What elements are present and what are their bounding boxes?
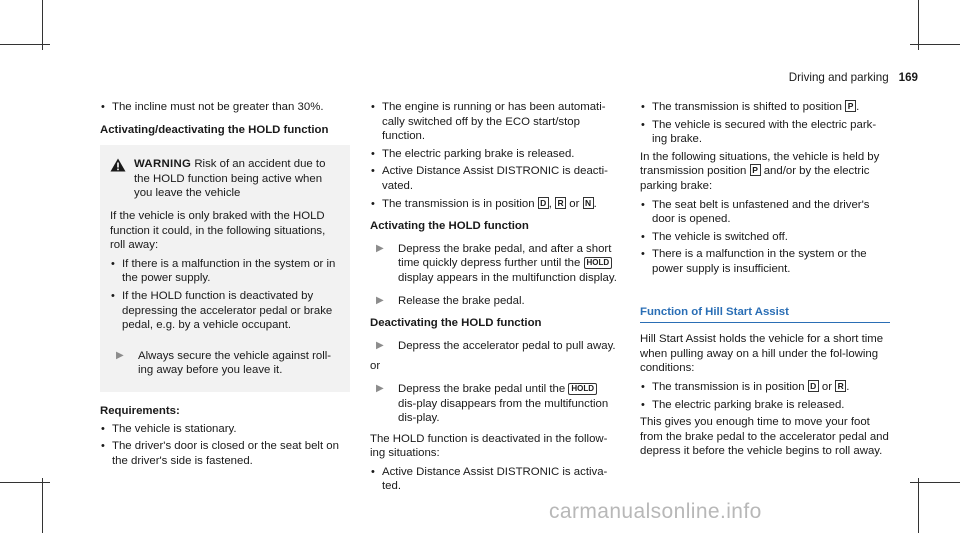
action-step: ▶ Depress the accelerator pedal to pull away.: [370, 339, 618, 354]
list-item: • If the HOLD function is deactivated by depressing the accelerator pedal or brake pedal, e.g. by a vehicle occupant.: [110, 289, 340, 333]
list-item: • The transmission is in position D or R .: [640, 380, 890, 395]
crop-mark: [42, 0, 43, 50]
list-item: • The electric parking brake is released.: [640, 398, 890, 413]
list-item: • The incline must not be greater than 30%.: [100, 100, 350, 115]
column-middle: [370, 100, 618, 497]
watermark: carmanualsonline.info: [549, 500, 762, 523]
gear-n-symbol: N: [583, 197, 594, 209]
arrow-icon: ▶: [376, 339, 384, 351]
arrow-icon: ▶: [376, 242, 384, 254]
column-left: [100, 100, 350, 471]
paragraph: In the following situations, the vehicle is held by transmission position P and/or by the electric parking brake:: [640, 150, 880, 192]
list-item: • The transmission is shifted to position P .: [640, 100, 890, 115]
gear-d-symbol: D: [808, 380, 819, 392]
action-step: ▶ Depress the brake pedal until the HOLD dis-play disappears from the multifunction dis-play.: [370, 382, 618, 426]
list-item: • The transmission is in position D , R or N .: [370, 197, 618, 212]
section-title: Function of Hill Start Assist: [640, 305, 890, 324]
action-step: ▶ Always secure the vehicle against roll-ing away before you leave it.: [110, 349, 340, 378]
or-text: or: [370, 360, 381, 373]
warning-box: [100, 145, 350, 392]
list-item: • The vehicle is secured with the electric park-ing brake.: [640, 118, 890, 147]
section-heading: Activating/deactivating the HOLD function: [100, 123, 329, 136]
page-title: Driving and parking: [788, 71, 889, 84]
list-item: • The driver's door is closed or the seat belt on the driver's side is fastened.: [100, 439, 350, 468]
list-item: • There is a malfunction in the system or the power supply is insufficient.: [640, 247, 890, 276]
list-item: • The vehicle is switched off.: [640, 230, 890, 245]
warning-icon: [110, 158, 126, 172]
warning-text: Risk of an accident due to the HOLD function being active when you leave the vehicle: [134, 158, 326, 200]
crop-mark: [42, 478, 43, 533]
gear-r-symbol: R: [555, 197, 566, 209]
column-right: [640, 100, 890, 463]
crop-mark: [918, 478, 919, 533]
list-item: • The engine is running or has been automati-cally switched off by the ECO start/stop function.: [370, 100, 618, 144]
warning-body: If the vehicle is only braked with the HOLD function it could, in the following situations, roll away:: [110, 209, 326, 252]
paragraph: The HOLD function is deactivated in the follow-ing situations:: [370, 432, 608, 460]
action-step: ▶ Release the brake pedal.: [370, 294, 618, 309]
list-item: • If there is a malfunction in the system or in the power supply.: [110, 257, 340, 286]
gear-p-symbol: P: [845, 100, 856, 112]
list-item: • The vehicle is stationary.: [100, 422, 350, 437]
requirements-heading: Requirements:: [100, 404, 180, 417]
page-header: [789, 71, 918, 86]
page-number: 169: [898, 71, 918, 84]
arrow-icon: ▶: [116, 349, 124, 361]
paragraph: This gives you enough time to move your foot from the brake pedal to the accelerator pedal and depress it before the vehicle begins to roll away.: [640, 416, 889, 458]
deactivating-heading: Deactivating the HOLD function: [370, 317, 542, 330]
action-step: ▶ Depress the brake pedal, and after a short time quickly depress further until the HOLD display appears in the multifunction display.: [370, 242, 618, 286]
list-item: • Active Distance Assist DISTRONIC is activa-ted.: [370, 465, 618, 494]
activating-heading: Activating the HOLD function: [370, 220, 529, 233]
list-item: • The electric parking brake is released.: [370, 147, 618, 162]
gear-p-symbol: P: [750, 164, 761, 176]
arrow-icon: ▶: [376, 382, 384, 394]
hold-key-icon: HOLD: [568, 383, 597, 395]
gear-d-symbol: D: [538, 197, 549, 209]
arrow-icon: ▶: [376, 294, 384, 306]
hold-key-icon: HOLD: [584, 257, 613, 269]
paragraph: Hill Start Assist holds the vehicle for a short time when pulling away on a hill under the fol-lowing conditions:: [640, 333, 884, 375]
crop-mark: [918, 0, 919, 50]
gear-r-symbol: R: [835, 380, 846, 392]
list-item: • The seat belt is unfastened and the driver's door is opened.: [640, 198, 890, 227]
warning-title: WARNING: [134, 158, 192, 171]
list-item: • Active Distance Assist DISTRONIC is deacti-vated.: [370, 164, 618, 193]
